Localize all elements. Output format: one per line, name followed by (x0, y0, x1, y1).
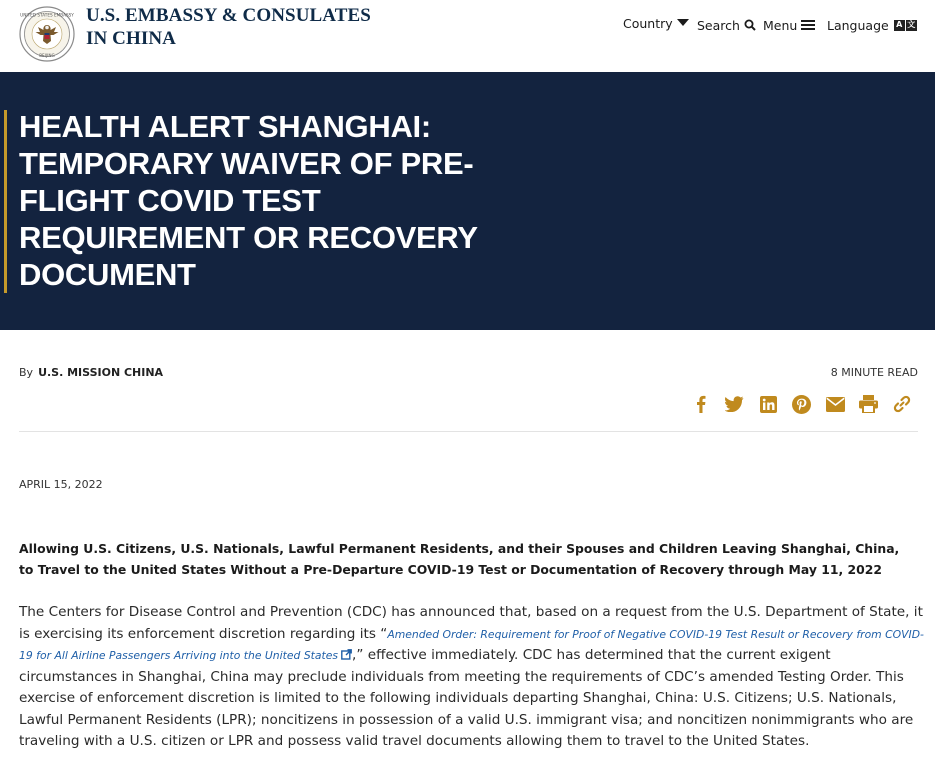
nav-search-button[interactable] (697, 16, 756, 34)
email-icon (826, 397, 845, 412)
pinterest-icon (792, 395, 811, 414)
byline (19, 366, 163, 379)
nav-menu-label: Menu (763, 17, 798, 33)
byline-author[interactable]: U.S. MISSION CHINA (38, 366, 164, 379)
share-pinterest-button[interactable] (785, 393, 819, 415)
nav-language-button[interactable] (827, 16, 917, 34)
article-body-paragraph (19, 602, 925, 753)
share-linkedin-button[interactable] (752, 393, 786, 415)
copy-link-button[interactable] (886, 393, 920, 415)
caret-down-icon (677, 19, 689, 27)
site-header (0, 0, 935, 72)
site-title-line1: U.S. EMBASSY & CONSULATES (86, 5, 371, 26)
hamburger-menu-icon (801, 19, 815, 31)
external-link-icon (341, 649, 352, 660)
seal-text-top: UNITED STATES EMBASSY (20, 12, 74, 18)
cdc-order-link-text: Amended Order: Requirement for Proof of Negative COVID-19 Test Result or Recovery from COVID-19 for All Airline Passengers Arriving into the United States (19, 627, 924, 662)
share-print-button[interactable] (852, 393, 886, 415)
translate-icon-b: 文 (907, 20, 916, 29)
twitter-icon (725, 396, 744, 412)
share-email-button[interactable] (819, 393, 853, 415)
share-twitter-button[interactable] (718, 393, 752, 415)
page-title: HEALTH ALERT SHANGHAI: TEMPORARY WAIVER OF PRE- FLIGHT COVID TEST REQUIREMENT OR RECOVERY DOCUMENT (19, 109, 478, 292)
share-toolbar (685, 393, 920, 415)
search-icon (744, 19, 756, 31)
hero-banner (0, 72, 935, 330)
linkedin-icon (760, 396, 777, 413)
byline-divider (19, 431, 918, 432)
read-time: 8 MINUTE READ (830, 366, 918, 379)
body-text-part2: ,” effective immediately. CDC has determined that the current exigent circumstances in Shanghai, China may preclude individuals from meeting the requirements of CDC’s amended Testing Order. This exercise of enforcement discretion is limited to the following individuals departing Shanghai, China: U.S. Citizens; U.S. Nationals, Lawful Permanent Residents (LPR); noncitizens in possession of a valid U.S. immigrant visa; and noncitizen nonimmigrants who are traveling with a U.S. citizen or LPR and possess valid travel documents allowing them to travel to the United States. (19, 647, 914, 749)
nav-search-label: Search (697, 17, 740, 33)
nav-language-label: Language (827, 17, 889, 33)
nav-country-label: Country (623, 15, 673, 31)
seal-text-bottom: BEIJING (39, 53, 55, 58)
body-text-part1: The Centers for Disease Control and Prevention (CDC) has announced that, based on a request from the U.S. Department of State, it is exercising its enforcement discretion regarding its “ (19, 604, 923, 642)
link-icon (893, 395, 911, 413)
share-facebook-button[interactable] (685, 393, 719, 415)
byline-prefix: By (19, 366, 34, 379)
publish-date: APRIL 15, 2022 (19, 478, 103, 491)
site-title[interactable] (86, 4, 386, 50)
nav-country-dropdown[interactable] (623, 14, 689, 32)
print-icon (859, 395, 878, 413)
translate-icon (893, 20, 917, 31)
article-lede: Allowing U.S. Citizens, U.S. Nationals, Lawful Permanent Residents, and their Spouses and Children Leaving Shanghai, China, to Travel to the United States Without a Pre-Departure COVID-19 Test or Documentation of Recovery through May 11, 2022 (19, 541, 900, 577)
hero-accent-bar (4, 110, 7, 293)
site-title-line2: IN CHINA (86, 28, 177, 49)
facebook-icon (696, 395, 706, 413)
embassy-seal-logo[interactable] (19, 6, 75, 62)
nav-menu-button[interactable] (763, 16, 815, 34)
translate-icon-a: A (894, 20, 905, 31)
